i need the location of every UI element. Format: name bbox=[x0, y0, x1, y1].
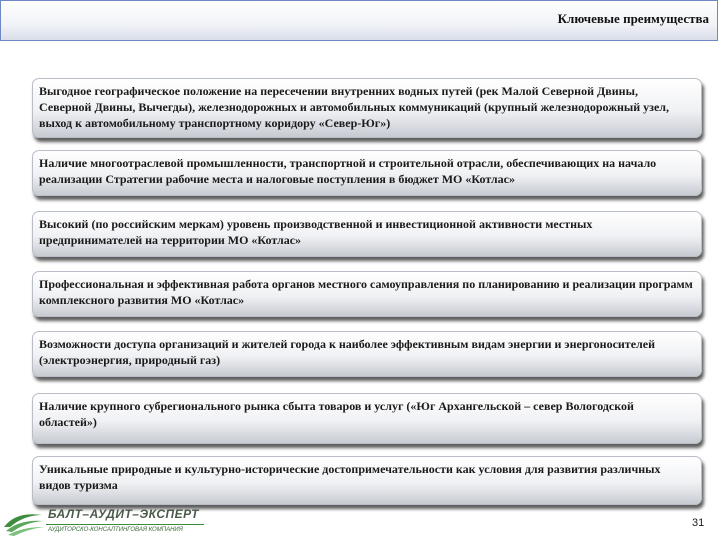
slide-header bbox=[0, 0, 718, 41]
slide-title: Ключевые преимущества bbox=[557, 11, 709, 26]
advantage-text: Выгодное географическое положение на пересечении внутренних водных путей (рек Малой Северной Двины, Северной Двины, Вычегды), железнодорожных и автомобильных коммуникаций (крупный железнодорожный узел, выход к автомобильному транспортному коридору «Север-Юг») bbox=[39, 84, 670, 130]
advantage-text: Уникальные природные и культурно-исторические достопримечательности как условия для развития различных видов туризма bbox=[39, 462, 661, 492]
advantage-item-4 bbox=[32, 271, 702, 317]
logo-subtitle: АУДИТОРСКО-КОНСАЛТИНГОВАЯ КОМПАНИЯ bbox=[48, 527, 183, 533]
advantage-item-5 bbox=[32, 331, 702, 377]
advantage-text: Высокий (по российским меркам) уровень производственной и инвестиционной активности местных предпринимателей на территории МО «Котлас» bbox=[39, 217, 593, 247]
advantage-text: Наличие крупного субрегионального рынка сбыта товаров и услуг («Юг Архангельской – север Вологодской областей») bbox=[39, 399, 634, 429]
advantage-text: Наличие многоотраслевой промышленности, транспортной и строительной отрасли, обеспечивающих на начало реализации Стратегии рабочие места и налоговые поступления в бюджет МО «Котлас» bbox=[39, 156, 657, 186]
logo-divider bbox=[46, 524, 204, 525]
advantage-item-3 bbox=[32, 211, 702, 257]
advantage-item-6 bbox=[32, 393, 702, 444]
advantage-item-2 bbox=[32, 150, 702, 196]
logo-swoosh-icon bbox=[2, 505, 46, 539]
advantage-item-1 bbox=[32, 78, 702, 138]
advantage-text: Профессиональная и эффективная работа органов местного самоуправления по планированию и реализации программ комплексного развития МО «Котлас» bbox=[39, 277, 693, 307]
company-logo bbox=[2, 505, 212, 540]
page-number: 31 bbox=[692, 517, 705, 529]
logo-text: БАЛТ–АУДИТ–ЭКСПЕРТ bbox=[48, 507, 200, 521]
advantage-item-7 bbox=[32, 456, 702, 505]
advantage-text: Возможности доступа организаций и жителей города к наиболее эффективным видам энергии и энергоносителей (электроэнергия, природный газ) bbox=[39, 337, 656, 367]
